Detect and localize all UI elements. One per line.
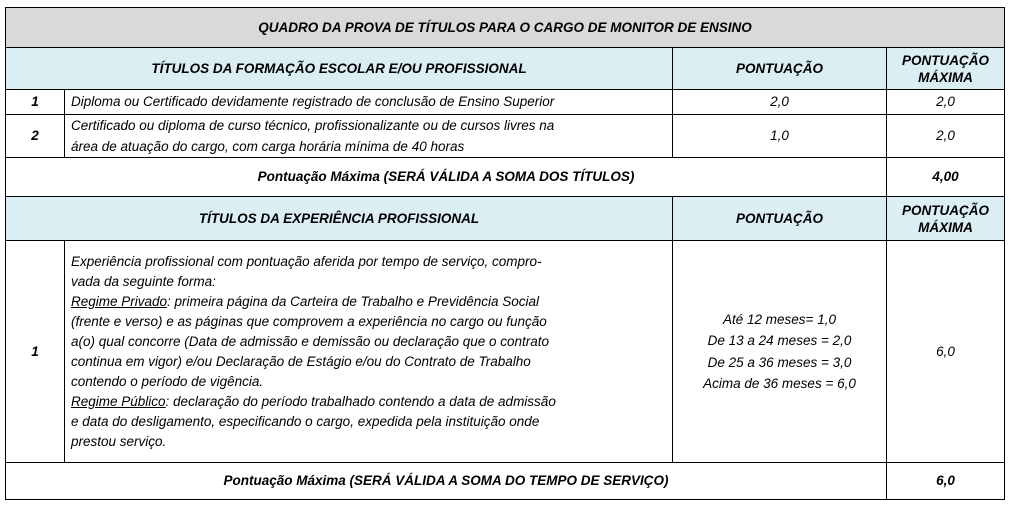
table-row: [6, 241, 1005, 463]
regime-privado-label: Regime Privado: [71, 293, 168, 309]
section1-col-max: [887, 48, 1005, 90]
row-description-line: contendo o período de vigência.: [71, 373, 264, 389]
row-description-line: e data do desligamento, especificando o cargo, expedida pela instituição onde: [71, 413, 540, 429]
row-description: Diploma ou Certificado devidamente registrado de conclusão de Ensino Superior: [65, 90, 673, 115]
section1-total-value: 4,00: [887, 158, 1005, 197]
section2-col-max: [887, 197, 1005, 241]
titles-table: [5, 7, 1005, 500]
pontuacao-line: Acima de 36 meses = 6,0: [703, 376, 856, 391]
row-description: [65, 241, 673, 463]
section2-total-label: Pontuação Máxima (SERÁ VÁLIDA A SOMA DO TEMPO DE SERVIÇO): [6, 463, 887, 500]
section1-col-max-line1: PONTUAÇÃO: [902, 52, 990, 68]
pontuacao-line: Até 12 meses= 1,0: [723, 311, 836, 327]
section2-col-max-line2: MÁXIMA: [918, 219, 973, 235]
section2-col-max-line1: PONTUAÇÃO: [902, 202, 990, 218]
row-max: 2,0: [887, 90, 1005, 115]
row-description: [65, 115, 673, 158]
section1-col-pontuacao: PONTUAÇÃO: [673, 48, 887, 90]
row-pontuacao: 2,0: [673, 90, 887, 115]
row-description-line: : declaração do período trabalhado contendo a data de admissão: [165, 393, 556, 409]
row-description-line: área de atuação do cargo, com carga horária mínima de 40 horas: [71, 139, 465, 154]
row-max: 6,0: [887, 241, 1005, 463]
row-max: 2,0: [887, 115, 1005, 158]
row-number: 1: [6, 90, 65, 115]
row-number: 2: [6, 115, 65, 158]
row-description-line: prestou serviço.: [71, 433, 167, 449]
row-description-line: Experiência profissional com pontuação aferida por tempo de serviço, compro-: [71, 253, 542, 269]
row-description-line: Certificado ou diploma de curso técnico, profissionalizante ou de cursos livres na: [71, 118, 555, 133]
row-pontuacao: [673, 241, 887, 463]
section2-header-row: [6, 197, 1005, 241]
section1-header: TÍTULOS DA FORMAÇÃO ESCOLAR E/OU PROFISSIONAL: [6, 48, 673, 90]
section2-col-pontuacao: PONTUAÇÃO: [673, 197, 887, 241]
table-row: [6, 115, 1005, 158]
row-description-line: a(o) qual concorre (Data de admissão e demissão ou declaração que o contrato: [71, 333, 550, 349]
section1-total-label: Pontuação Máxima (SERÁ VÁLIDA A SOMA DOS TÍTULOS): [6, 158, 887, 197]
section2-total-row: [6, 463, 1005, 500]
table-row: [6, 90, 1005, 115]
row-description-line: continua em vigor) e/ou Declaração de Estágio e/ou do Contrato de Trabalho: [71, 353, 531, 369]
section1-header-row: [6, 48, 1005, 90]
section2-header: TÍTULOS DA EXPERIÊNCIA PROFISSIONAL: [6, 197, 673, 241]
section1-col-max-line2: MÁXIMA: [918, 69, 973, 85]
row-description-line: (frente e verso) e as páginas que comprovem a experiência no cargo ou função: [71, 313, 547, 329]
row-number: 1: [6, 241, 65, 463]
section1-total-row: [6, 158, 1005, 197]
row-pontuacao: 1,0: [673, 115, 887, 158]
row-description-line: : primeira página da Carteira de Trabalho e Previdência Social: [167, 293, 539, 309]
row-description-line: vada da seguinte forma:: [71, 273, 216, 289]
table-title: QUADRO DA PROVA DE TÍTULOS PARA O CARGO DE MONITOR DE ENSINO: [6, 8, 1005, 48]
section2-total-value: 6,0: [887, 463, 1005, 500]
pontuacao-line: De 13 a 24 meses = 2,0: [707, 333, 852, 348]
regime-publico-label: Regime Público: [71, 393, 166, 409]
pontuacao-line: De 25 a 36 meses = 3,0: [707, 354, 852, 370]
table-title-row: [6, 8, 1005, 48]
